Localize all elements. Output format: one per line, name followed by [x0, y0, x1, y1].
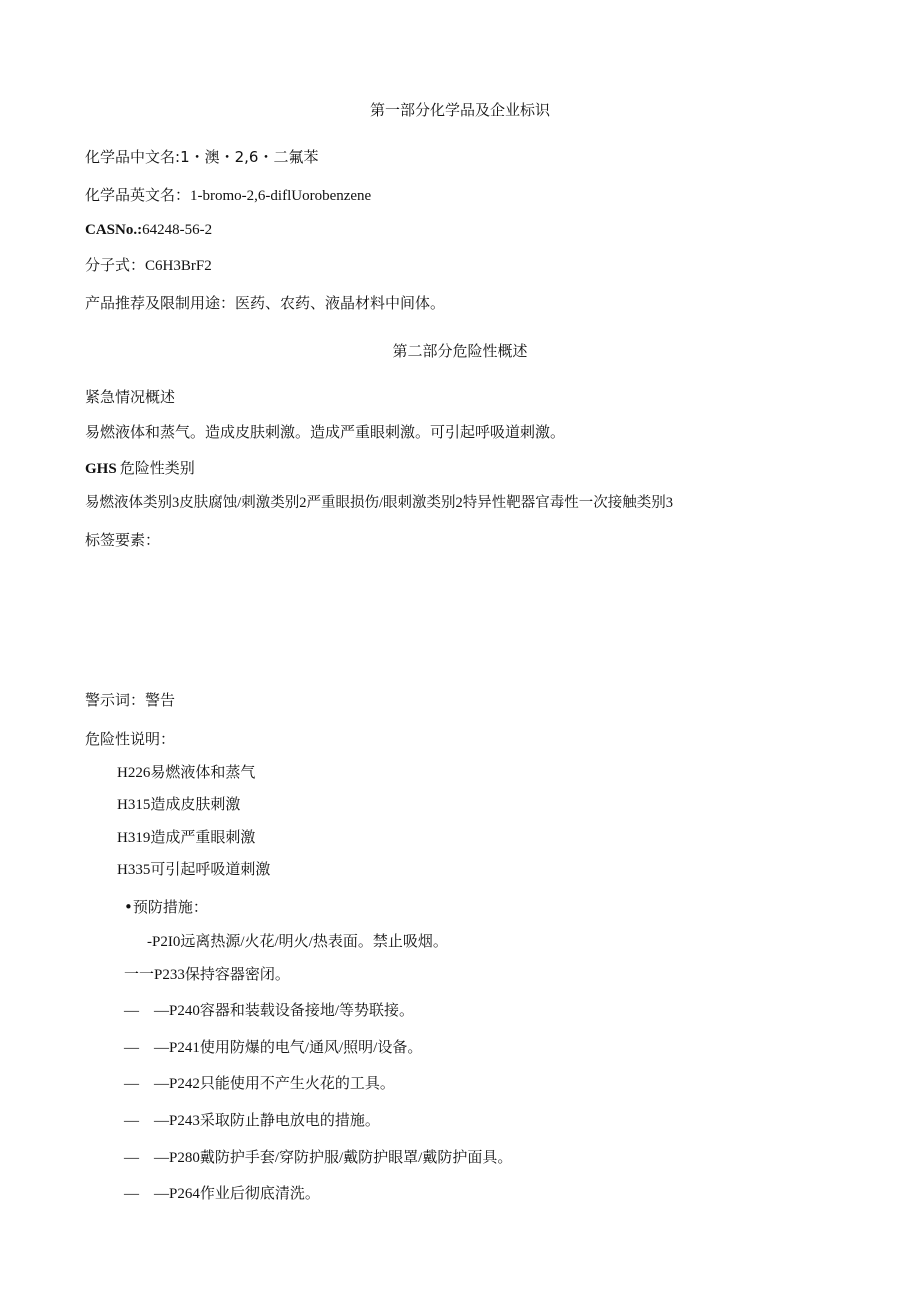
- cas-value: 64248-56-2: [142, 222, 213, 238]
- english-name-row: [85, 185, 371, 206]
- part2-heading: 第二部分危险性概述: [392, 342, 528, 360]
- formula-row: [85, 255, 212, 276]
- prevention-item: — —P264作业后彻底清洗。: [124, 1186, 320, 1202]
- use-value: 医药、农药、液晶材料中间体。: [235, 294, 446, 312]
- signal-word-label: 警示词：: [85, 691, 146, 709]
- hazard-statement: H315造成皮肤刺激: [117, 797, 241, 813]
- prevention-label: •预防措施：: [124, 898, 208, 916]
- cas-label: CASNo.:: [85, 222, 143, 238]
- emergency-heading: 紧急情况概述: [85, 388, 176, 406]
- hazard-statements-label: 危险性说明：: [85, 730, 176, 748]
- formula-label: 分子式：: [85, 256, 146, 274]
- english-name-label: 化学品英文名：: [85, 186, 191, 204]
- use-row: [85, 293, 445, 313]
- formula-value: C6H3BrF2: [145, 258, 212, 274]
- hazard-statement: H335可引起呼吸道刺激: [117, 862, 271, 878]
- cas-row: [85, 219, 212, 240]
- prevention-item: — —P243采取防止静电放电的措施。: [124, 1113, 380, 1129]
- prevention-item: -P2I0远离热源/火花/明火/热表面。禁止吸烟。: [147, 934, 448, 950]
- signal-word-value: 警告: [145, 691, 176, 709]
- use-label: 产品推荐及限制用途：: [85, 294, 236, 312]
- ghs-heading-row: [85, 458, 195, 479]
- chinese-name-label: 化学品中文名:: [85, 148, 181, 166]
- ghs-heading: 危险性类别: [119, 459, 195, 477]
- chinese-name-row: [85, 147, 318, 167]
- ghs-text: 易燃液体类别3皮肤腐蚀/刺激类别2严重眼损伤/眼刺激类别2特异性靶器官毒性一次接触类别3: [85, 495, 674, 511]
- emergency-text: 易燃液体和蒸气。造成皮肤刺激。造成严重眼刺激。可引起呼吸道刺激。: [85, 425, 566, 441]
- signal-word-row: [85, 690, 175, 710]
- ghs-prefix: GHS: [85, 461, 117, 477]
- prevention-item: — —P241使用防爆的电气/通风/照明/设备。: [124, 1040, 423, 1056]
- english-name-value: 1-bromo-2,6-diflUorobenzene: [190, 188, 372, 204]
- prevention-item: 一一P233保持容器密闭。: [124, 967, 290, 983]
- prevention-item: — —P240容器和装载设备接地/等势联接。: [124, 1003, 415, 1019]
- hazard-statement: H226易燃液体和蒸气: [117, 765, 256, 781]
- chinese-name-value: 1・澳・2,6・二氟苯: [180, 148, 319, 166]
- hazard-statement: H319造成严重眼刺激: [117, 830, 256, 846]
- prevention-item: — —P280戴防护手套/穿防护服/戴防护眼罩/戴防护面具。: [124, 1150, 513, 1166]
- label-elements: 标签要素：: [85, 531, 161, 549]
- prevention-item: — —P242只能使用不产生火花的工具。: [124, 1076, 395, 1092]
- part1-heading: 第一部分化学品及企业标识: [369, 101, 550, 119]
